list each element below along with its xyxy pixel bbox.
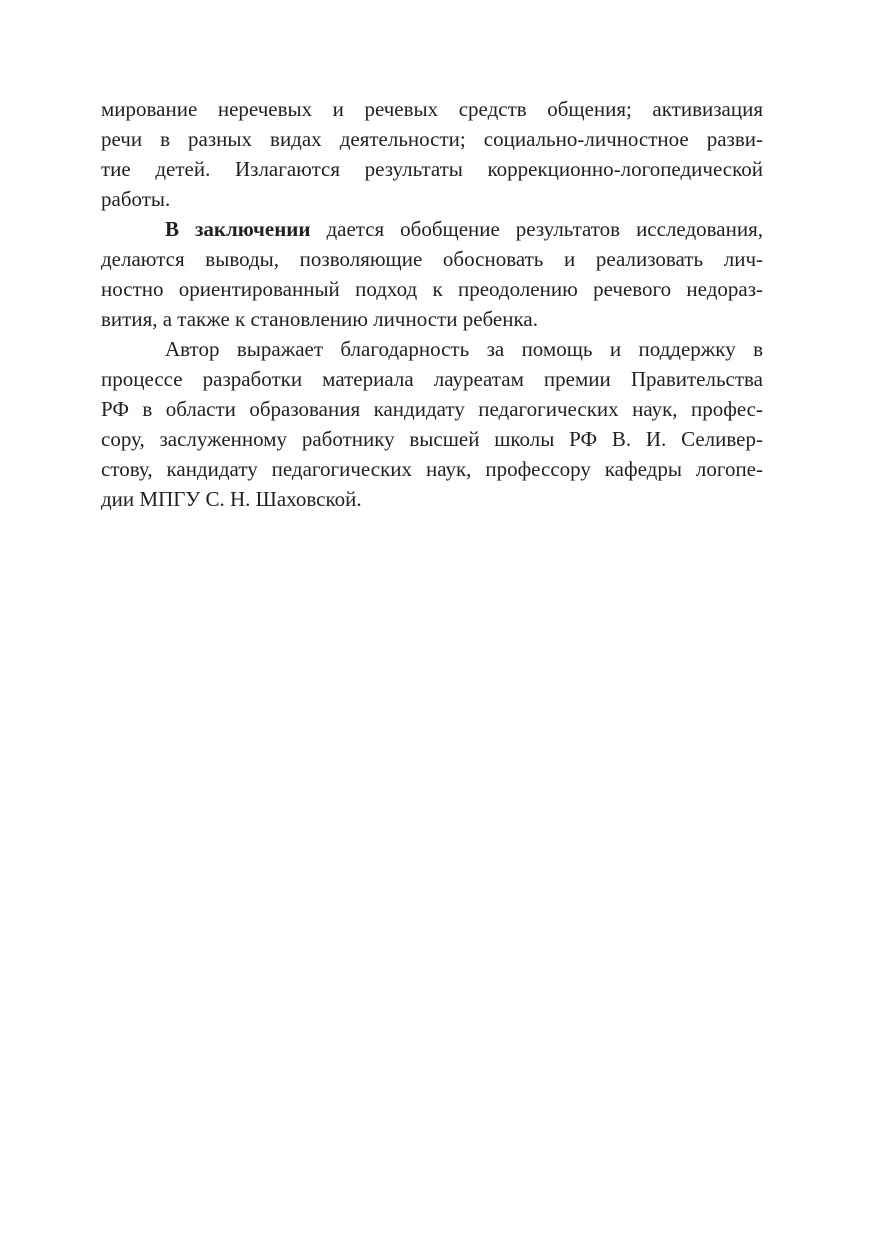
document-page xyxy=(101,94,763,514)
conclusion-heading: В заключении xyxy=(165,217,311,241)
text-line: ностно ориентированный подход к преодолению речевого недораз- xyxy=(101,277,763,301)
text-line xyxy=(101,214,763,244)
text-line: делаются выводы, позволяющие обосновать и реализовать лич- xyxy=(101,247,763,271)
paragraph-conclusion xyxy=(101,214,763,334)
text-line: РФ в области образования кандидату педагогических наук, профес- xyxy=(101,397,763,421)
text-line: дии МПГУ С. Н. Шаховской. xyxy=(101,487,362,511)
text-line: сору, заслуженному работнику высшей школы РФ В. И. Селивер- xyxy=(101,427,763,451)
text-line: процессе разработки материала лауреатам премии Правительства xyxy=(101,367,763,391)
text-line: тие детей. Излагаются результаты коррекционно-логопедической xyxy=(101,157,763,181)
text-line: работы. xyxy=(101,187,171,211)
text-line: Автор выражает благодарность за помощь и поддержку в xyxy=(165,337,763,361)
text-line: мирование неречевых и речевых средств общения; активизация xyxy=(101,97,763,121)
text-line: вития, а также к становлению личности ребенка. xyxy=(101,307,538,331)
text-line: стову, кандидату педагогических наук, профессору кафедры логопе- xyxy=(101,457,763,481)
paragraph-acknowledgements xyxy=(101,334,763,514)
paragraph-continuation xyxy=(101,94,763,214)
text-line: речи в разных видах деятельности; социально-личностное разви- xyxy=(101,127,763,151)
text-segment: дается обобщение результатов исследования, xyxy=(310,217,764,241)
